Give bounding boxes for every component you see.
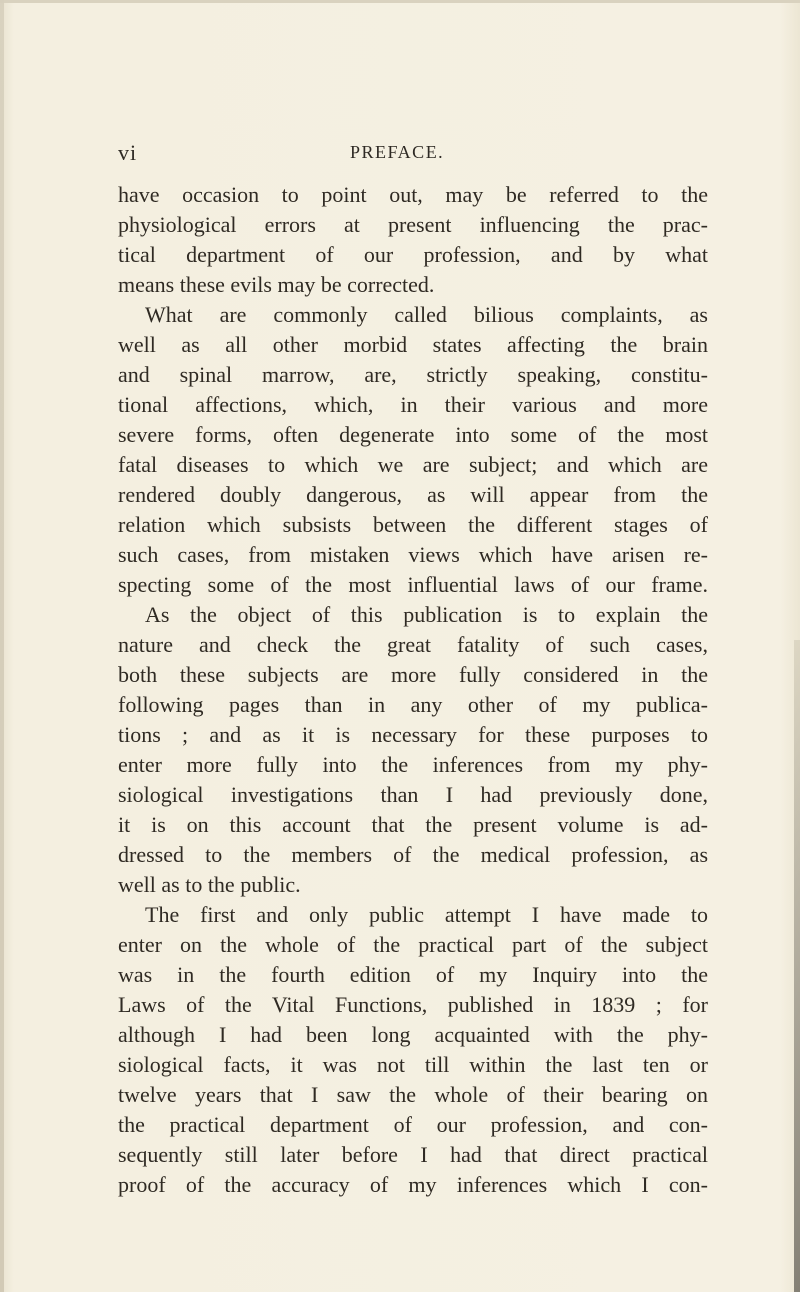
text-line: sequently still later before I had that direct practical <box>118 1142 708 1167</box>
text-line: proof of the accuracy of my inferences which I con- <box>118 1172 708 1197</box>
paragraph-start-line: What are commonly called bilious complaints, as <box>145 302 708 327</box>
text-line: relation which subsists between the different stages of <box>118 512 708 537</box>
text-line: dressed to the members of the medical profession, as <box>118 842 708 867</box>
page-right-edge-shadow <box>794 640 800 1292</box>
text-line: enter on the whole of the practical part of the subject <box>118 932 708 957</box>
text-line: both these subjects are more fully considered in the <box>118 662 708 687</box>
text-line: enter more fully into the inferences from my phy- <box>118 752 708 777</box>
text-line: tional affections, which, in their various and more <box>118 392 708 417</box>
page-top-edge <box>0 0 800 3</box>
text-line: well as to the public. <box>118 872 301 897</box>
text-line: have occasion to point out, may be referred to the <box>118 182 708 207</box>
text-line: physiological errors at present influencing the prac- <box>118 212 708 237</box>
text-line: tical department of our profession, and by what <box>118 242 708 267</box>
text-line: Laws of the Vital Functions, published in 1839 ; for <box>118 992 708 1017</box>
text-line: following pages than in any other of my publica- <box>118 692 708 717</box>
text-line: means these evils may be corrected. <box>118 272 435 297</box>
text-line: tions ; and as it is necessary for these purposes to <box>118 722 708 747</box>
page-left-edge <box>0 0 4 1292</box>
text-line: siological investigations than I had previously done, <box>118 782 708 807</box>
paragraph-start-line: The first and only public attempt I have made to <box>145 902 708 927</box>
text-line: the practical department of our profession, and con- <box>118 1112 708 1137</box>
text-line: well as all other morbid states affecting the brain <box>118 332 708 357</box>
text-line: fatal diseases to which we are subject; and which are <box>118 452 708 477</box>
text-line: rendered doubly dangerous, as will appear from the <box>118 482 708 507</box>
page-number: vi <box>118 140 138 165</box>
text-line: although I had been long acquainted with the phy- <box>118 1022 708 1047</box>
text-line: was in the fourth edition of my Inquiry into the <box>118 962 708 987</box>
text-line: severe forms, often degenerate into some of the most <box>118 422 708 447</box>
running-title: PREFACE. <box>350 142 445 162</box>
text-line: nature and check the great fatality of such cases, <box>118 632 708 657</box>
body-text <box>118 180 708 1200</box>
paragraph-start-line: As the object of this publication is to explain the <box>145 602 708 627</box>
text-line: and spinal marrow, are, strictly speaking, constitu- <box>118 362 708 387</box>
text-line: it is on this account that the present volume is ad- <box>118 812 708 837</box>
text-line: specting some of the most influential laws of our frame. <box>118 572 708 597</box>
text-line: twelve years that I saw the whole of their bearing on <box>118 1082 708 1107</box>
text-line: siological facts, it was not till within the last ten or <box>118 1052 708 1077</box>
page-header <box>118 140 718 170</box>
text-line: such cases, from mistaken views which have arisen re- <box>118 542 708 567</box>
